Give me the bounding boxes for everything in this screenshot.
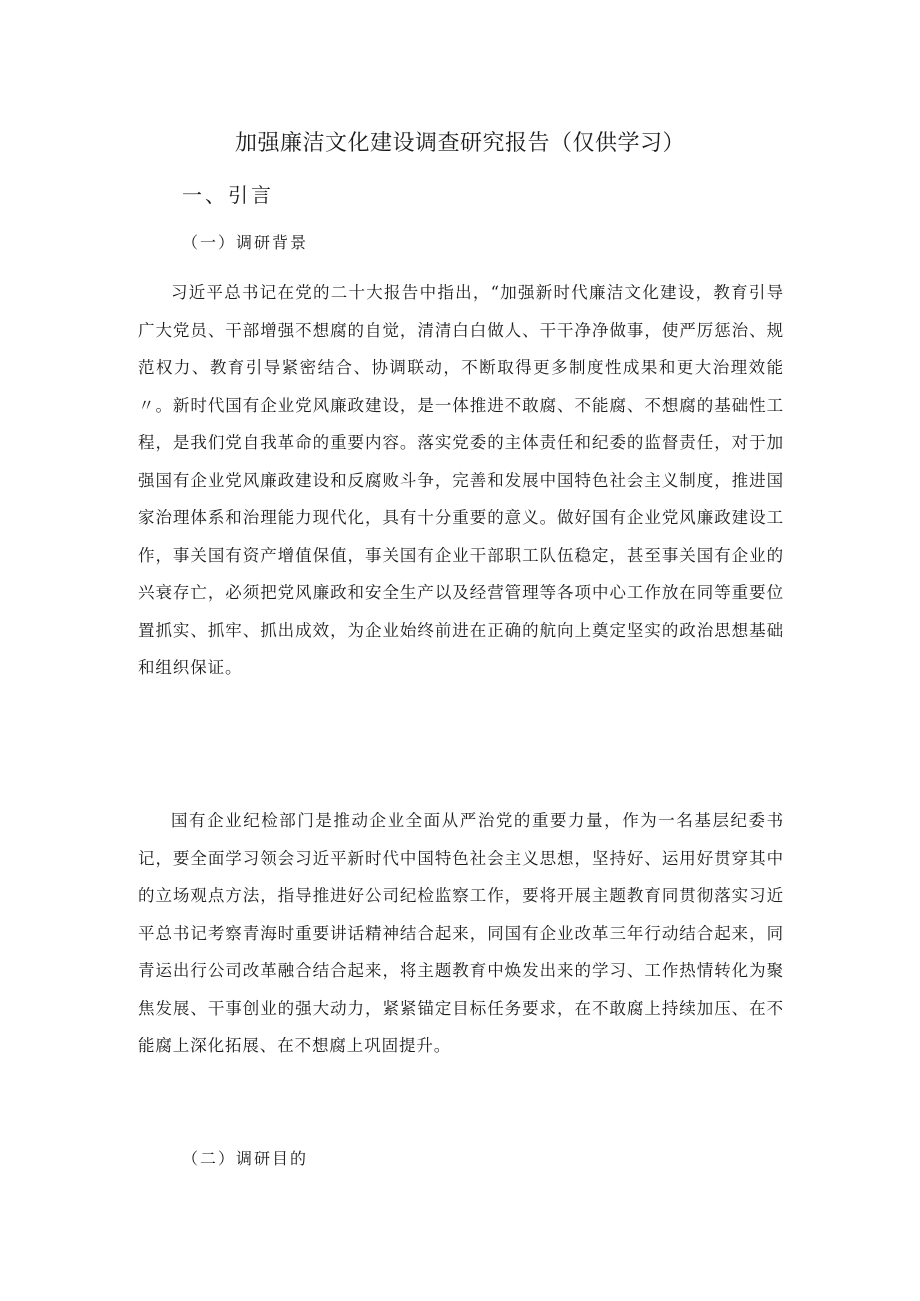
document-title: 加强廉洁文化建设调查研究报告（仅供学习） <box>234 131 685 156</box>
subsection-heading-background: （一）调研背景 <box>182 233 309 252</box>
paragraph-background-2: 国有企业纪检部门是推动企业全面从严治党的重要力量，作为一名基层纪委书记，要全面学习领会习近平新时代中国特色社会主义思想，坚持好、运用好贯穿其中的立场观点方法，指导推进好公司纪检监察工作，要将开展主题教育同贯彻落实习近平总书记考察青海时重要讲话精神结合起来，同国有企业改革三年行动结合起来，同青运出行公司改革融合结合起来，将主题教育中焕发出来的学习、工作热情转化为聚焦发展、干事创业的强大动力，紧紧锚定目标任务要求，在不敢腐上持续加压、在不能腐上深化拓展、在不想腐上巩固提升。 <box>138 811 784 1055</box>
subsection-heading-purpose: （二）调研目的 <box>182 1149 309 1168</box>
paragraph-background-1: 习近平总书记在党的二十大报告中指出，“加强新时代廉洁文化建设，教育引导广大党员、干部增强不想腐的自觉，清清白白做人、干干净净做事，使严厉惩治、规范权力、教育引导紧密结合、协调联动，不断取得更多制度性成果和更大治理效能〃。新时代国有企业党风廉政建设，是一体推进不敢腐、不能腐、不想腐的基础性工程，是我们党自我革命的重要内容。落实党委的主体责任和纪委的监督责任，对于加强国有企业党风廉政建设和反腐败斗争，完善和发展中国特色社会主义制度，推进国家治理体系和治理能力现代化，具有十分重要的意义。做好国有企业党风廉政建设工作，事关国有资产增值保值，事关国有企业干部职工队伍稳定，甚至事关国有企业的兴衰存亡，必须把党风廉政和安全生产以及经营管理等各项中心工作放在同等重要位置抓实、抓牢、抓出成效，为企业始终前进在正确的航向上奠定坚实的政治思想基础和组织保证。 <box>138 283 784 677</box>
section-heading-introduction: 一、引言 <box>182 183 274 207</box>
